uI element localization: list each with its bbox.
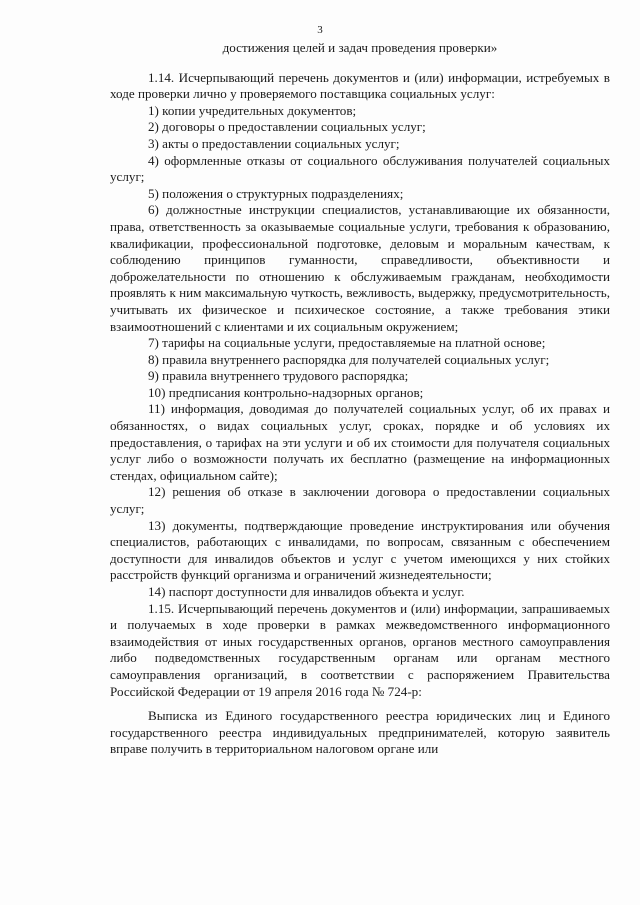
list-item: 9) правила внутреннего трудового распорядка; [148,368,409,384]
list-item: 13) документы, подтверждающие проведение инструктирования или обучения специалистов, работающих с инвалидами, по вопросам, связанным с обеспечением доступности для инвалидов объектов и услуг с учетом имеющихся у них стойких расстройств функций организма и ограничений жизнедеятельности; [110,517,610,583]
page-number: 3 [317,24,323,36]
section-1-15-paragraph: Выписка из Единого государственного реестра юридических лиц и Единого государственного реестра индивидуальных предпринимателей, которую заявитель вправе получить в территориальном налоговом органе или [110,708,610,757]
document-body [110,40,610,758]
section-1-14-heading: 1.14. Исчерпывающий перечень документов и (или) информации, истребуемых в ходе проверки лично у проверяемого поставщика социальных услуг: [110,69,610,102]
list-item: 2) договоры о предоставлении социальных услуг; [148,119,426,135]
list-item: 4) оформленные отказы от социального обслуживания получателей социальных услуг; [110,152,610,185]
list-item: 6) должностные инструкции специалистов, устанавливающие их обязанности, права, ответственность за оказываемые социальные услуги, требования к образованию, квалификации, профессиональной подготовке, деловым и моральным качествам, к соблюдению принципов гуманности, справедливости, объективности и доброжелательности по отношению к обслуживаемым гражданам, необходимости проявлять к ним максимальную чуткость, вежливость, выдержку, предусмотрительность, учитывать их физическое и психическое состояние, а также требования этики взаимоотношений с клиентами и их социальным окружением; [110,202,610,334]
list-item: 8) правила внутреннего распорядка для получателей социальных услуг; [148,351,550,367]
paragraph-gap [110,700,610,708]
list-item: 3) акты о предоставлении социальных услуг; [148,135,400,151]
section-1-15-heading: 1.15. Исчерпывающий перечень документов и (или) информации, запрашиваемых и получаемых в ходе проверки в рамках межведомственного информационного взаимодействия от иных государственных органов, органов местного самоуправления либо подведомственных государственным органам или органам местного самоуправления организаций, в соответствии с распоряжением Правительства Российской Федерации от 19 апреля 2016 года № 724-р: [110,600,610,699]
intro-line: достижения целей и задач проведения проверки» [222,40,498,55]
list-item: 10) предписания контрольно-надзорных органов; [148,384,424,400]
list-item: 7) тарифы на социальные услуги, предоставляемые на платной основе; [148,335,546,351]
list-item: 12) решения об отказе в заключении договора о предоставлении социальных услуг; [110,484,610,517]
list-item: 1) копии учредительных документов; [148,102,357,118]
list-item: 11) информация, доводимая до получателей социальных услуг, об их правах и обязанностях, о видах социальных услуг, сроках, порядке и об условиях их предоставления, о тарифах на эти услуги и об их стоимости для получателя социальных услуг либо о возможности получать их бесплатно (размещение на информационных стендах, официальном сайте); [110,401,610,483]
list-item: 5) положения о структурных подразделениях; [148,185,404,201]
list-item: 14) паспорт доступности для инвалидов объекта и услуг. [148,584,465,599]
